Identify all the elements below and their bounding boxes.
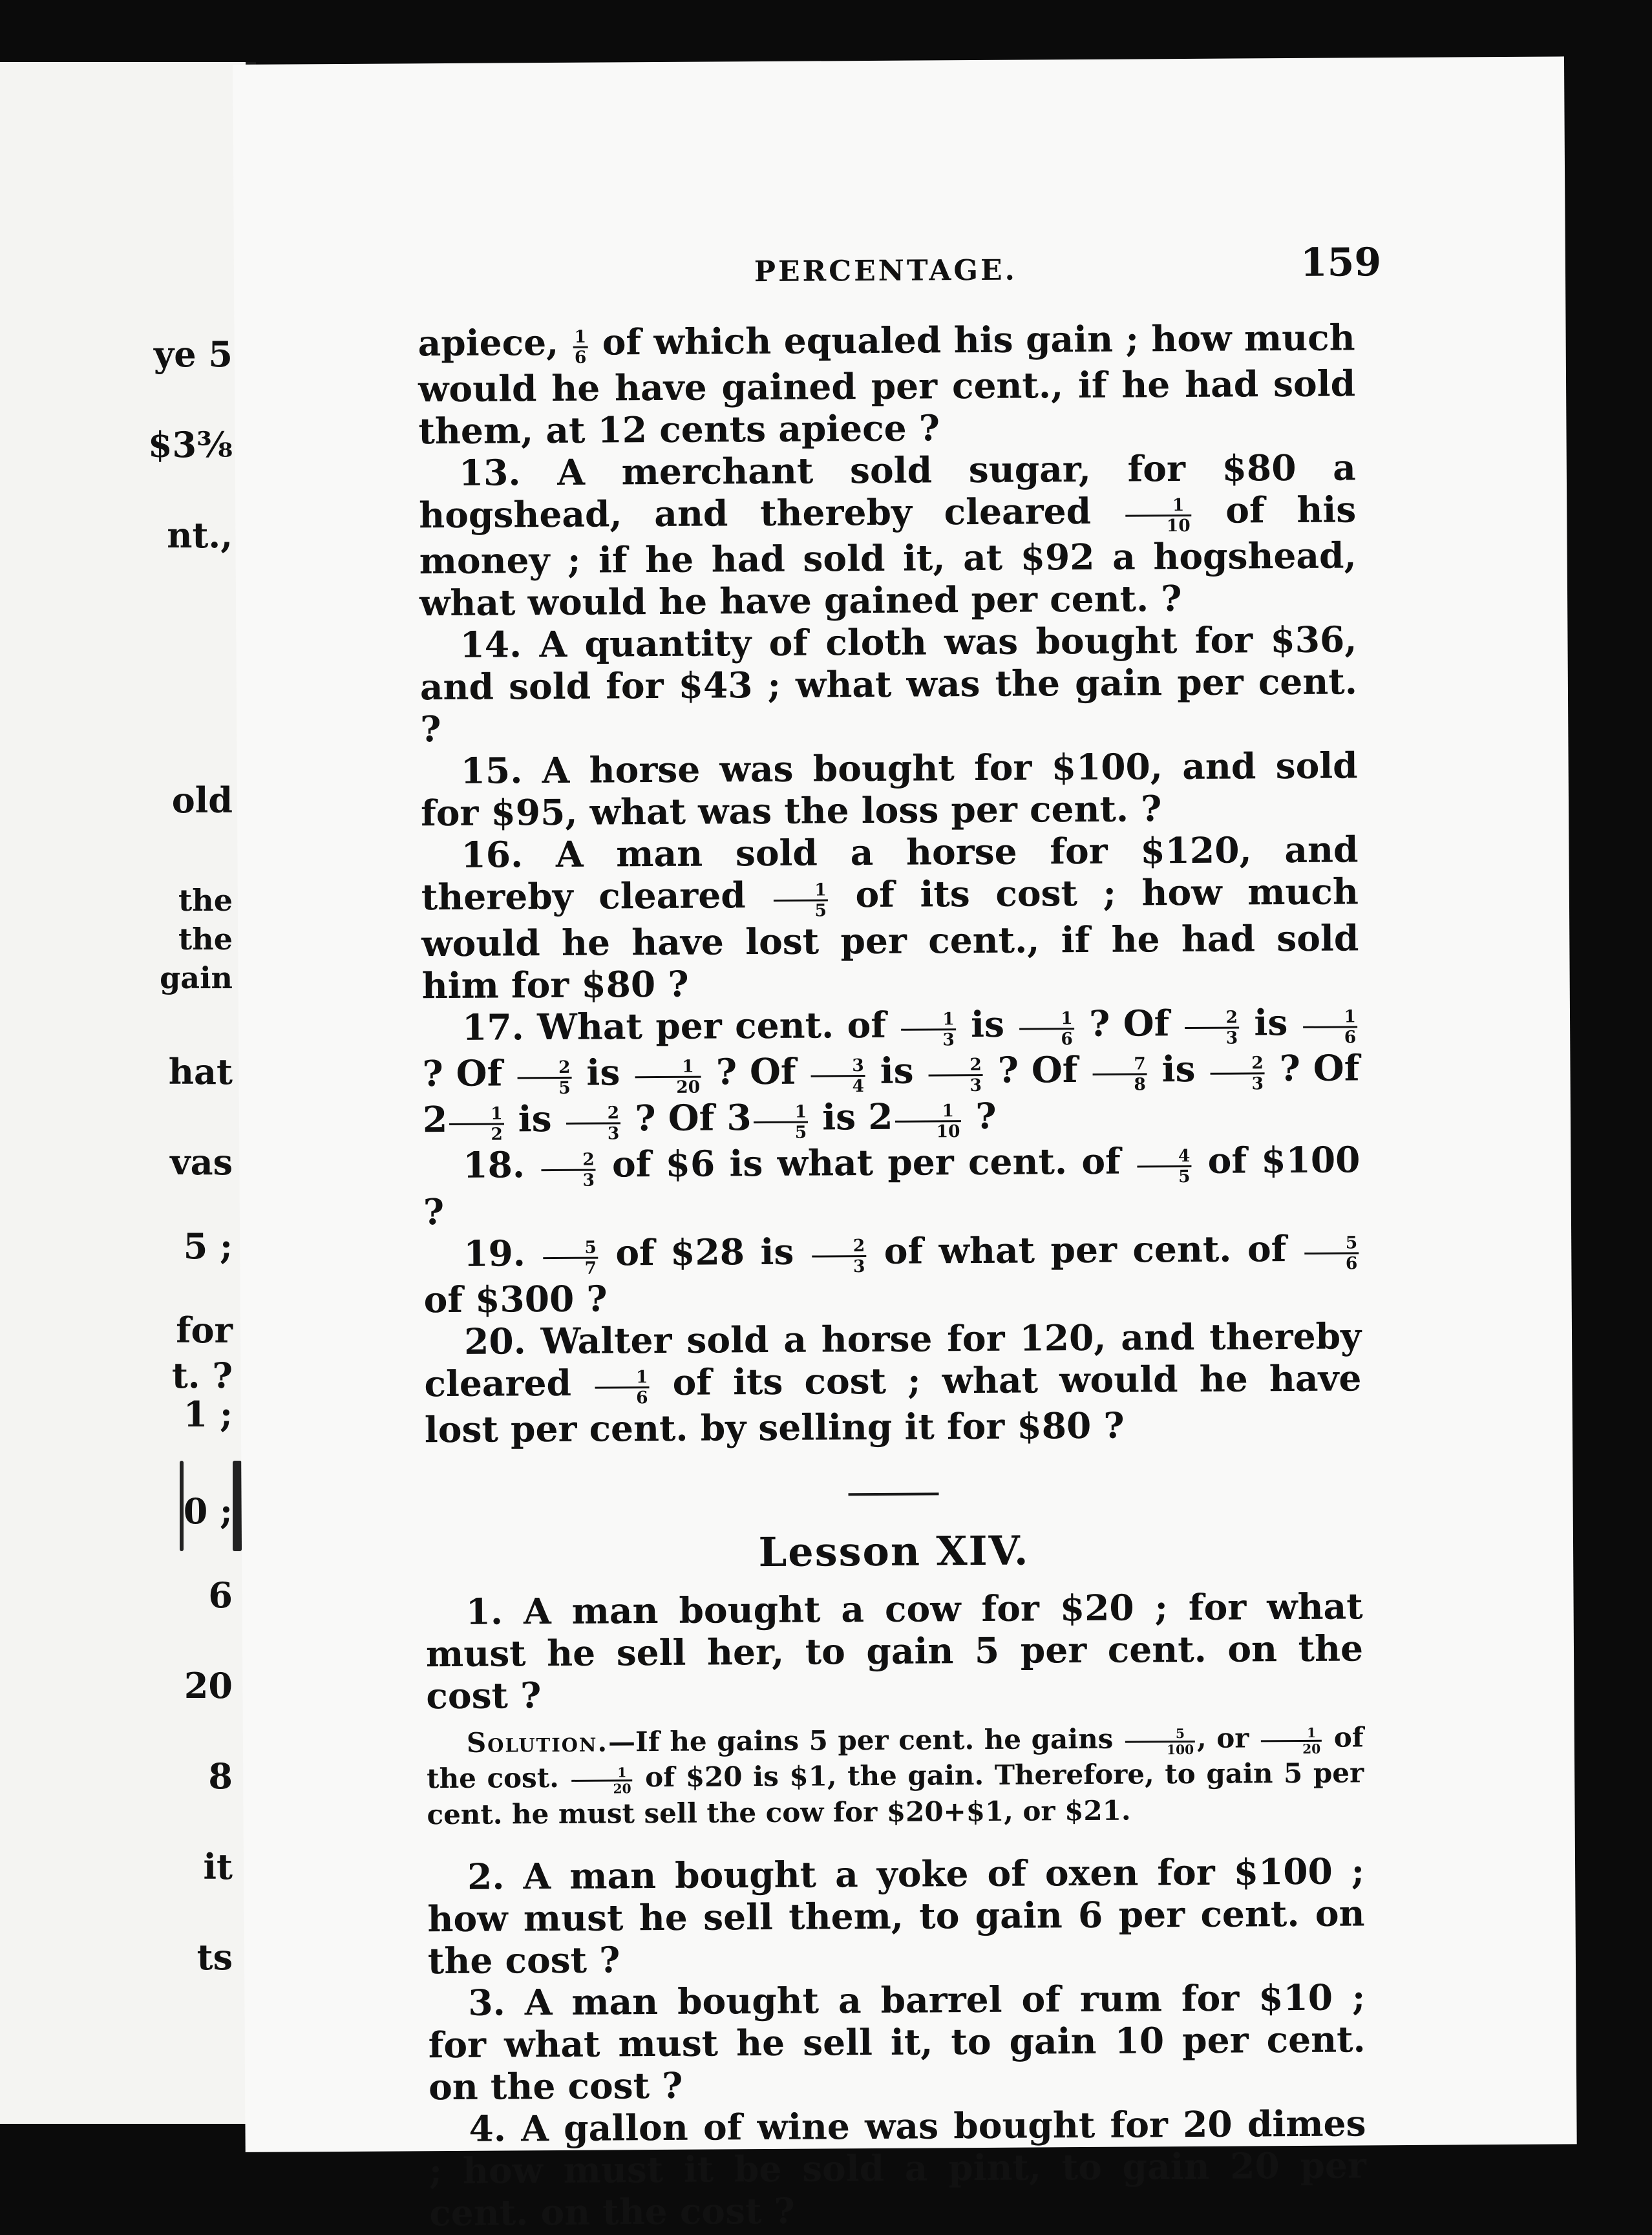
text-run: of $300 ? — [423, 1277, 608, 1321]
left-edge-text: hat — [168, 1051, 233, 1092]
text-run: 20. Walter sold a horse for 120, and thereby cleared — [424, 1315, 1362, 1405]
text-run: of its cost ; how much would he have lost per cent., if he had sold him for $80 ? — [421, 870, 1359, 1006]
fraction: $\frac{2}{3}$ — [1210, 1054, 1265, 1094]
left-edge-text: 5 ; — [183, 1225, 233, 1267]
fraction: $\frac{1}{10}$ — [895, 1101, 961, 1141]
left-edge-text: nt., — [167, 514, 233, 556]
text-run: of which equaled his gain ; how much would he have gained per cent., if he had sold them, at 12 cents apiece ? — [418, 316, 1356, 452]
section-divider — [849, 1492, 939, 1496]
text-run: is — [518, 1097, 552, 1140]
left-edge-text: $3⅜ — [147, 424, 233, 465]
text-run: of $100 ? — [423, 1138, 1361, 1233]
text-run: of $20 is $1, the gain. Therefore, to gain 5 per cent. he must sell the cow for $20+$1, or $21. — [427, 1757, 1364, 1830]
problem-16 — [421, 829, 1359, 1006]
problem-14: 14. A quantity of cloth was bought for $36, and sold for $43 ; what was the gain per cent. ? — [419, 618, 1358, 750]
left-edge-text: ts — [196, 1936, 233, 1978]
fraction: $\frac{1}{10}$ — [1125, 496, 1192, 536]
text-run: ? Of — [997, 1048, 1078, 1091]
text-run: of his money ; if he had sold it, at $92 a hogshead, what would he have gained per cent. ? — [419, 488, 1357, 624]
text-run: is — [1254, 1001, 1288, 1044]
fraction: $\frac{3}{4}$ — [810, 1056, 865, 1096]
fraction: $\frac{2}{5}$ — [517, 1058, 572, 1098]
binding-shadow — [180, 1461, 184, 1551]
page-body — [418, 316, 1366, 2233]
fraction: $\frac{1}{6}$ — [1019, 1009, 1074, 1049]
fraction: $\frac{5}{7}$ — [543, 1238, 598, 1278]
fraction: $\frac{4}{5}$ — [1137, 1147, 1192, 1187]
left-edge-text: for — [176, 1309, 233, 1351]
left-edge-text: the — [178, 883, 233, 918]
fraction: $\frac{2}{3}$ — [566, 1104, 621, 1144]
problem-13 — [419, 447, 1357, 624]
fraction: $\frac{1}{3}$ — [901, 1010, 956, 1050]
left-edge-text: 20 — [184, 1665, 233, 1706]
text-run: apiece, — [418, 321, 559, 365]
problem-12-continuation — [418, 316, 1355, 452]
text-run: is — [1161, 1047, 1196, 1090]
fraction: $\frac{1}{6}$ — [595, 1368, 650, 1408]
lesson-title: Lesson XIV. — [758, 1527, 1030, 1576]
text-run: of $28 is — [615, 1230, 794, 1274]
left-edge-text: ye 5 — [153, 334, 233, 375]
text-run: is — [880, 1049, 914, 1092]
lesson-question-3: 3. A man bought a barrel of rum for $10 ; for what must he sell it, to gain 10 per cent. on the cost ? — [428, 1975, 1366, 2108]
fraction: $\frac{2}{3}$ — [928, 1055, 983, 1096]
text-run: , or — [1196, 1722, 1249, 1755]
problem-19 — [423, 1227, 1361, 1320]
lesson-question-1: 1. A man bought a cow for $20 ; for what must he sell her, to gain 5 per cent. on the cost ? — [425, 1585, 1364, 1717]
text-run: of $6 is what per cent. of — [611, 1140, 1121, 1185]
text-run: ? — [975, 1094, 997, 1138]
text-run: of its cost ; what would he have lost per cent. by selling it for $80 ? — [424, 1357, 1362, 1451]
problem-17 — [422, 1001, 1360, 1145]
page-header — [234, 240, 1398, 317]
lesson-question-2: 2. A man bought a yoke of oxen for $100 ; how must he sell them, to gain 6 per cent. on the cost ? — [427, 1849, 1365, 1982]
lesson-question-4: 4. A gallon of wine was bought for 20 dimes ; how must it be sold a pint, to gain 20 per cent. on the cost ? — [429, 2101, 1367, 2234]
text-run: —If he gains 5 per cent. he gains — [608, 1722, 1114, 1758]
solution-note — [427, 1720, 1364, 1832]
fraction: $\frac{7}{8}$ — [1092, 1054, 1147, 1094]
fraction: $\frac{1}{5}$ — [773, 880, 828, 920]
problem-15: 15. A horse was bought for $100, and sold for $95, what was the loss per cent. ? — [420, 744, 1358, 834]
fraction: $\frac{1}{20}$ — [571, 1766, 632, 1797]
problem-20 — [424, 1315, 1362, 1450]
left-edge-text: t. ? — [171, 1355, 233, 1396]
fraction: $\frac{1}{6}$ — [574, 326, 587, 368]
fraction: $\frac{5}{6}$ — [1304, 1233, 1359, 1273]
left-edge-text: 6 — [208, 1574, 233, 1616]
left-edge-text: gain — [160, 960, 233, 995]
text-run: ? Of — [715, 1050, 796, 1093]
text-run: 13. A merchant sold sugar, for $80 a hogshead, and thereby cleared — [419, 446, 1357, 536]
fraction: $\frac{2}{3}$ — [541, 1150, 596, 1190]
solution-label: Solution. — [466, 1726, 609, 1759]
fraction: $\frac{2}{3}$ — [812, 1236, 867, 1276]
fraction: $\frac{1}{6}$ — [1303, 1007, 1358, 1047]
text-run: is — [586, 1051, 620, 1094]
book-page — [233, 56, 1577, 2234]
fraction: $\frac{1}{5}$ — [754, 1103, 809, 1143]
text-run: ? Of 2 — [422, 1046, 1360, 1141]
left-edge-text: 0 ; — [183, 1490, 233, 1532]
text-run: ? Of — [422, 1052, 503, 1095]
text-run: is — [970, 1002, 1005, 1045]
text-run: ? Of 3 — [635, 1096, 752, 1139]
fraction: $\frac{1}{20}$ — [635, 1057, 701, 1097]
fraction: $\frac{2}{3}$ — [1185, 1008, 1240, 1048]
left-facing-page — [0, 62, 256, 2124]
running-head: PERCENTAGE. — [754, 253, 1017, 289]
left-edge-text: 8 — [208, 1755, 233, 1797]
page-number: 159 — [1300, 240, 1382, 286]
binding-shadow — [233, 1461, 242, 1551]
left-edge-text: the — [178, 922, 233, 957]
left-edge-text: it — [203, 1846, 233, 1887]
text-run: 18. — [463, 1143, 525, 1187]
fraction: $\frac{5}{100}$ — [1125, 1726, 1195, 1757]
fraction: $\frac{1}{20}$ — [1261, 1726, 1322, 1757]
text-run: of the cost. — [427, 1721, 1364, 1795]
text-run: 16. A man sold a horse for $120, and thereby cleared — [421, 828, 1359, 918]
text-run: 17. What per cent. of — [461, 1003, 887, 1048]
fraction: $\frac{1}{2}$ — [449, 1105, 504, 1145]
problem-18 — [423, 1139, 1361, 1233]
text-run: 19. — [463, 1231, 526, 1275]
left-edge-text: vas — [170, 1141, 233, 1183]
left-edge-text: old — [171, 779, 233, 821]
text-run: of what per cent. of — [884, 1227, 1287, 1272]
left-edge-text: 1 ; — [183, 1393, 233, 1435]
text-run: is 2 — [822, 1095, 893, 1138]
text-run: ? Of — [1088, 1001, 1170, 1044]
